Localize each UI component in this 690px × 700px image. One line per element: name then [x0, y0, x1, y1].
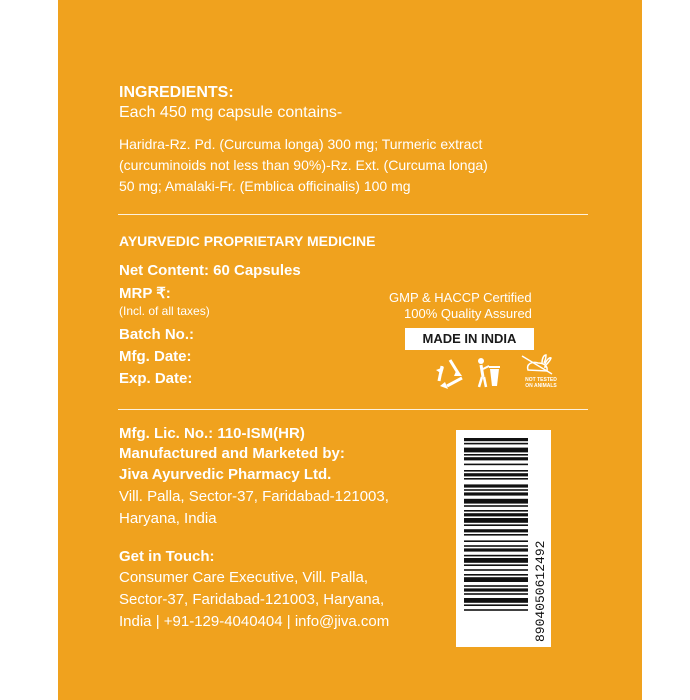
- quality-assured: 100% Quality Assured: [404, 306, 532, 321]
- product-label-panel: [58, 0, 642, 700]
- not-tested-label: NOT TESTED ON ANIMALS: [525, 377, 557, 389]
- gmp-certification: GMP & HACCP Certified: [389, 290, 532, 305]
- company-name: Jiva Ayurvedic Pharmacy Ltd.: [119, 466, 332, 483]
- made-in-india-badge: MADE IN INDIA: [405, 328, 534, 350]
- address-line-2: Haryana, India: [119, 510, 217, 527]
- net-content: Net Content: 60 Capsules: [119, 262, 301, 279]
- mrp-label: MRP ₹:: [119, 285, 171, 302]
- license-number: Mfg. Lic. No.: 110-ISM(HR): [119, 425, 305, 442]
- contact-line-1: Consumer Care Executive, Vill. Palla,: [119, 569, 368, 586]
- contact-line-3: India | +91-129-4040404 | info@jiva.com: [119, 613, 390, 630]
- mrp-note: (Incl. of all taxes): [119, 304, 210, 318]
- manufacturer-heading: Manufactured and Marketed by:: [119, 445, 345, 462]
- trash-bin-icon: [474, 355, 504, 396]
- composition-line-2: (curcuminoids not less than 90%)-Rz. Ext. (Curcuma longa): [119, 157, 488, 173]
- divider: [118, 214, 588, 215]
- composition-line-3: 50 mg; Amalaki-Fr. (Emblica officinalis) 100 mg: [119, 178, 411, 194]
- mfg-date-label: Mfg. Date:: [119, 348, 192, 365]
- barcode: [456, 430, 551, 647]
- recycle-icon: [430, 356, 470, 395]
- barcode-digits: 8904050612492: [533, 540, 548, 642]
- address-line-1: Vill. Palla, Sector-37, Faridabad-121003,: [119, 488, 389, 505]
- product-category: AYURVEDIC PROPRIETARY MEDICINE: [119, 233, 376, 249]
- exp-date-label: Exp. Date:: [119, 370, 193, 387]
- ingredients-heading: INGREDIENTS:: [119, 84, 234, 101]
- composition-line-1: Haridra-Rz. Pd. (Curcuma longa) 300 mg; Turmeric extract: [119, 136, 483, 152]
- contact-heading: Get in Touch:: [119, 548, 215, 565]
- contact-line-2: Sector-37, Faridabad-121003, Haryana,: [119, 591, 385, 608]
- batch-label: Batch No.:: [119, 326, 194, 343]
- divider: [118, 409, 588, 410]
- capsule-line: Each 450 mg capsule contains-: [119, 104, 343, 121]
